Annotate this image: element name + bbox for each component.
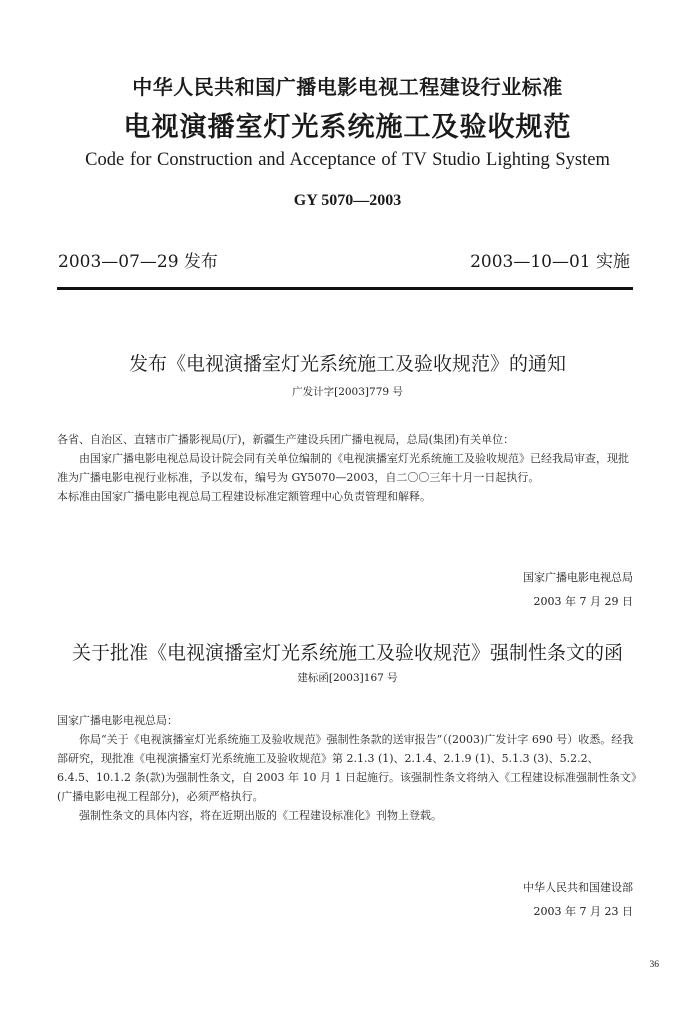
- notice2-signature: [523, 876, 633, 924]
- notice1-addressee: 各省、自治区、直辖市广播影视局(厅)，新疆生产建设兵团广播电视局，总局(集团)有关单位：: [57, 433, 515, 446]
- standard-code: GY 5070—2003: [293, 192, 402, 209]
- notice2-doc-number: 建标函[2003]167 号: [297, 672, 398, 684]
- standard-category: 中华人民共和国广播电影电视工程建设行业标准: [132, 75, 563, 99]
- notice2-addressee: 国家广播电影电视总局：: [57, 714, 178, 727]
- header-divider: [57, 287, 633, 290]
- notice1-body: [57, 430, 637, 506]
- notice1-note: 本标准由国家广播电影电视总局工程建设标准定额管理中心负责管理和解释。: [57, 490, 431, 503]
- page-number: 36: [649, 960, 659, 970]
- implement-date: 2003—10—01 实施: [470, 252, 630, 272]
- notice1-doc-number: 广发计字[2003]779 号: [292, 386, 403, 398]
- notice2-sign-org: 中华人民共和国建设部: [523, 881, 633, 894]
- notice2-sign-date: 2003 年 7 月 23 日: [533, 905, 633, 918]
- notice2-paragraph: 你局“关于《电视演播室灯光系统施工及验收规范》强制性条款的送审报告”（(2003)广发计字 690 号）收悉。经我部研究，现批准《电视演播室灯光系统施工及验收规范》第 2.1.3 (1)、2.1.4、2.1.9 (1)、5.1.3 (3)、5.2.2、6.4.5、10.1.2 条(款)为强制性条文，自 2003 年 10 月 1 日起施行。该强制性条文将纳入《工程建设标准强制性条文》(广播电影电视工程部分)，必须严格执行。: [57, 733, 637, 803]
- notice1-title: 发布《电视演播室灯光系统施工及验收规范》的通知: [128, 353, 566, 375]
- notice2-body: [57, 711, 637, 825]
- publish-date: 2003—07—29 发布: [58, 252, 218, 272]
- notice1-paragraph: 由国家广播电影电视总局设计院会同有关单位编制的《电视演播室灯光系统施工及验收规范》已经我局审查，现批准为广播电影电视行业标准，予以发布，编号为 GY5070—2003，自二〇〇三年十月一日起执行。: [57, 452, 629, 484]
- document-title-english: Code for Construction and Acceptance of TV Studio Lighting System: [85, 150, 610, 170]
- notice2-title: 关于批准《电视演播室灯光系统施工及验收规范》强制性条文的函: [71, 642, 623, 664]
- notice2-paragraph: 强制性条文的具体内容，将在近期出版的《工程建设标准化》刊物上登载。: [79, 809, 442, 822]
- notice1-sign-org: 国家广播电影电视总局: [523, 571, 633, 584]
- document-title: 电视演播室灯光系统施工及验收规范: [123, 112, 572, 143]
- notice1-sign-date: 2003 年 7 月 29 日: [533, 595, 633, 608]
- notice1-signature: [523, 566, 633, 614]
